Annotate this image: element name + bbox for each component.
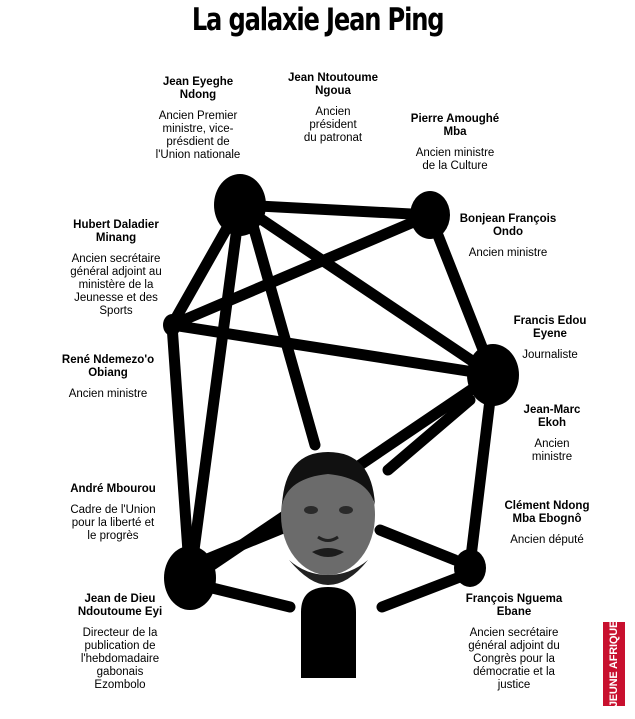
person-role: Ancien ministre de la Culture <box>415 147 495 172</box>
person-role: Ancien président du patronat <box>303 106 363 144</box>
jeune-afrique-logo <box>603 622 625 706</box>
person-jean-eyeghe-ndong <box>150 76 246 162</box>
person-hubert-daladier-minang <box>64 219 168 318</box>
person-role: Ancien ministre <box>468 247 548 259</box>
central-figure-body <box>301 587 356 678</box>
person-name: Hubert Daladier Minang <box>73 219 159 244</box>
node-top-left <box>214 174 266 236</box>
person-name: Pierre Amoughé Mba <box>410 113 500 138</box>
person-jean-ntoutoume-ngoua <box>280 72 386 145</box>
person-name: Jean de Dieu Ndoutoume Eyi <box>77 593 163 618</box>
node-bottom-right <box>454 549 486 587</box>
person-role: Directeur de la publication de l'hebdomadaire gabonais Ezombolo <box>80 627 160 691</box>
person-jean-de-dieu-ndoutoume-eyi <box>70 593 170 692</box>
node-bottom-left <box>164 546 216 610</box>
person-clement-ndong-mba-ebogno <box>495 500 599 547</box>
person-name: Jean Ntoutoume Ngoua <box>287 72 379 97</box>
person-role: Ancien ministre <box>68 388 148 400</box>
link-top-left-top-right <box>240 205 430 215</box>
link-bottom-right-figure <box>382 575 465 607</box>
person-name: Francis Edou Eyene <box>513 315 587 340</box>
link-bottom-left-center <box>205 528 283 560</box>
person-name: Clément Ndong Mba Ebognô <box>504 500 590 525</box>
person-jean-marc-ekoh <box>513 404 591 464</box>
person-role: Ancien ministre <box>531 438 573 463</box>
link-left-bottom-left <box>172 325 190 580</box>
person-bonjean-francois-ondo <box>458 213 558 260</box>
person-pierre-amoughe-mba <box>405 113 505 173</box>
person-name: André Mbourou <box>70 483 156 495</box>
person-role: Journaliste <box>522 349 578 361</box>
link-top-left-bottom-left <box>190 205 240 580</box>
person-rene-ndemezoo-obiang <box>60 354 156 401</box>
jeune-afrique-logo-text: JEUNE AFRIQUE <box>608 620 620 708</box>
person-role: Cadre de l'Union pour la liberté et le progrès <box>70 504 156 542</box>
person-name: François Nguema Ebane <box>465 593 563 618</box>
person-name: René Ndemezo'o Obiang <box>61 354 155 379</box>
person-andre-mbourou <box>60 483 166 543</box>
link-bottom-right-center <box>380 530 455 560</box>
diagram-title: La galaxie Jean Ping <box>191 2 444 38</box>
node-top-right <box>410 191 450 239</box>
person-name: Jean-Marc Ekoh <box>523 404 581 429</box>
person-name: Jean Eyeghe Ndong <box>162 76 234 101</box>
person-role: Ancien député <box>510 534 584 546</box>
person-role: Ancien Premier ministre, vice-présdient de l'Union nationale <box>155 110 241 161</box>
central-portrait <box>281 452 375 585</box>
person-role: Ancien secrétaire général adjoint du Congrès pour la démocratie et la justice <box>468 627 560 691</box>
person-name: Bonjean François Ondo <box>459 213 557 238</box>
person-francis-edou-eyene <box>507 315 593 362</box>
person-role: Ancien secrétaire général adjoint au ministère de la Jeunesse et des Sports <box>70 253 162 317</box>
person-francois-nguema-ebane <box>458 593 570 692</box>
